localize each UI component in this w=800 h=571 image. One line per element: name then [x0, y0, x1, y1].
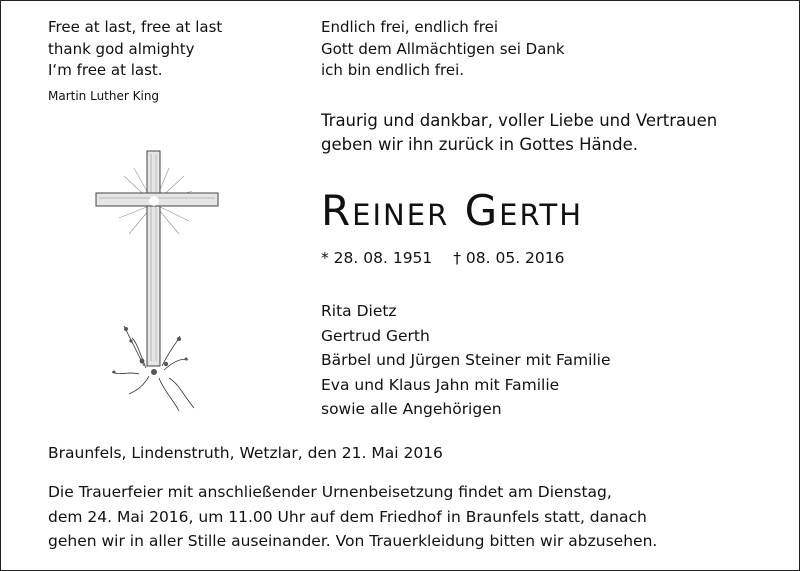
mourners-list	[321, 299, 611, 422]
mourner: Rita Dietz	[321, 302, 397, 320]
notice-line: dem 24. Mai 2016, um 11.00 Uhr auf dem Friedhof in Braunfels statt, danach	[48, 507, 647, 526]
quote-en-line: Free at last, free at last	[48, 18, 223, 36]
quote-en-line: I‘m free at last.	[48, 61, 163, 79]
mourner: sowie alle Angehörigen	[321, 400, 502, 418]
quote-author: Martin Luther King	[48, 89, 160, 103]
mourner: Gertrud Gerth	[321, 326, 430, 345]
quote-de-line: Endlich frei, endlich frei	[321, 18, 499, 36]
quote-de-line: ich bin endlich frei.	[321, 61, 465, 79]
cross-icon	[84, 146, 234, 420]
place-date: Braunfels, Lindenstruth, Wetzlar, den 21. Mai 2016	[48, 444, 443, 462]
quote-de-line: Gott dem Allmächtigen sei Dank	[321, 39, 565, 58]
funeral-notice	[48, 480, 657, 554]
quote-german	[321, 17, 565, 82]
birth-date: * 28. 08. 1951	[321, 249, 433, 267]
mourner: Bärbel und Jürgen Steiner mit Familie	[321, 351, 611, 369]
intro-text	[321, 109, 717, 157]
death-date: † 08. 05. 2016	[453, 249, 565, 267]
mourner: Eva und Klaus Jahn mit Familie	[321, 375, 560, 394]
life-dates	[321, 249, 581, 267]
intro-line: Traurig und dankbar, voller Liebe und Vertrauen	[321, 111, 718, 130]
intro-line: geben wir ihn zurück in Gottes Hände.	[321, 135, 638, 154]
notice-line: Die Trauerfeier mit anschließender Urnenbeisetzung findet am Dienstag,	[48, 483, 612, 501]
notice-line: gehen wir in aller Stille auseinander. Von Trauerkleidung bitten wir abzusehen.	[48, 532, 658, 550]
quote-en-line: thank god almighty	[48, 39, 195, 58]
cross-drawing	[84, 146, 234, 416]
quote-english	[48, 17, 288, 82]
deceased-name: Reiner Gerth	[321, 186, 584, 235]
